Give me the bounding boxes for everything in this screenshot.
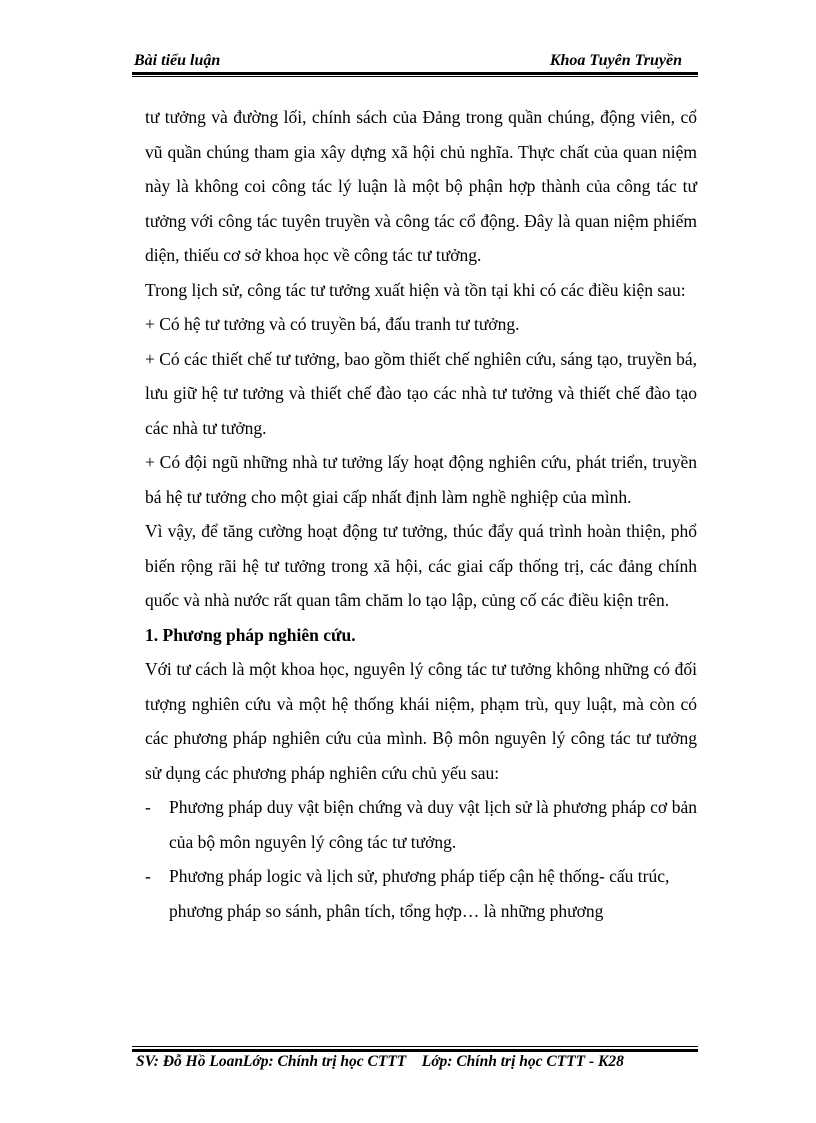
- paragraph-1: tư tưởng và đường lối, chính sách của Đảng trong quần chúng, động viên, cổ vũ quần chúng tham gia xây dựng xã hội chủ nghĩa. Thực chất của quan niệm này là không coi công tác lý luận là một bộ phận hợp thành của công tác tư tưởng với công tác tuyên truyền và công tác cổ động. Đây là quan niệm phiếm diện, thiếu cơ sở khoa học về công tác tư tưởng.: [145, 107, 697, 265]
- bullet-dash: -: [145, 797, 151, 817]
- paragraph-7: Với tư cách là một khoa học, nguyên lý công tác tư tưởng không những có đối tượng nghiên cứu và một hệ thống khái niệm, phạm trù, quy luật, mà còn có các phương pháp nghiên cứu của mình. Bộ môn nguyên lý công tác tư tưởng sử dụng các phương pháp nghiên cứu chủ yếu sau:: [145, 659, 697, 783]
- bullet-item-2: [145, 859, 697, 928]
- footer-divider-thin: [132, 1046, 698, 1047]
- paragraph-6: Vì vậy, để tăng cường hoạt động tư tưởng, thúc đẩy quá trình hoàn thiện, phổ biến rộng rãi hệ tư tưởng trong xã hội, các giai cấp thống trị, các đảng chính quốc và nhà nước rất quan tâm chăm lo tạo lập, củng cố các điều kiện trên.: [145, 521, 697, 610]
- page-footer: SV: Đỗ Hồ LoanLớp: Chính trị học CTTT Lớp: Chính trị học CTTT - K28: [136, 1053, 624, 1070]
- paragraph-3: + Có hệ tư tưởng và có truyền bá, đấu tranh tư tưởng.: [145, 314, 520, 334]
- header-left-title: Bài tiểu luận: [134, 52, 221, 69]
- paragraph-4: + Có các thiết chế tư tưởng, bao gồm thiết chế nghiên cứu, sáng tạo, truyền bá, lưu giữ hệ tư tưởng và thiết chế đào tạo các nhà tư tưởng và thiết chế đào tạo các nhà tư tưởng.: [145, 348, 698, 438]
- header-right-title: Khoa Tuyên Truyền: [549, 52, 682, 69]
- bullet-text-2: Phương pháp logic và lịch sử, phương pháp tiếp cận hệ thống- cấu trúc, phương pháp so sánh, phân tích, tổng hợp… là những phương: [169, 866, 670, 921]
- bullet-dash: -: [145, 866, 151, 886]
- header-divider-thin: [132, 76, 698, 77]
- page-header: [132, 48, 698, 74]
- header-divider-thick: [132, 72, 698, 75]
- footer-divider-thick: [132, 1049, 698, 1052]
- bullet-item-1: [145, 790, 697, 859]
- page-body: [145, 100, 697, 928]
- section-heading: 1. Phương pháp nghiên cứu.: [145, 624, 356, 645]
- bullet-text-1: Phương pháp duy vật biện chứng và duy vật lịch sử là phương pháp cơ bản của bộ môn nguyên lý công tác tư tưởng.: [169, 797, 697, 852]
- paragraph-5: + Có đội ngũ những nhà tư tưởng lấy hoạt động nghiên cứu, phát triển, truyền bá hệ tư tưởng cho một giai cấp nhất định làm nghề nghiệp của mình.: [145, 452, 697, 507]
- paragraph-2: Trong lịch sử, công tác tư tưởng xuất hiện và tồn tại khi có các điều kiện sau:: [145, 279, 686, 300]
